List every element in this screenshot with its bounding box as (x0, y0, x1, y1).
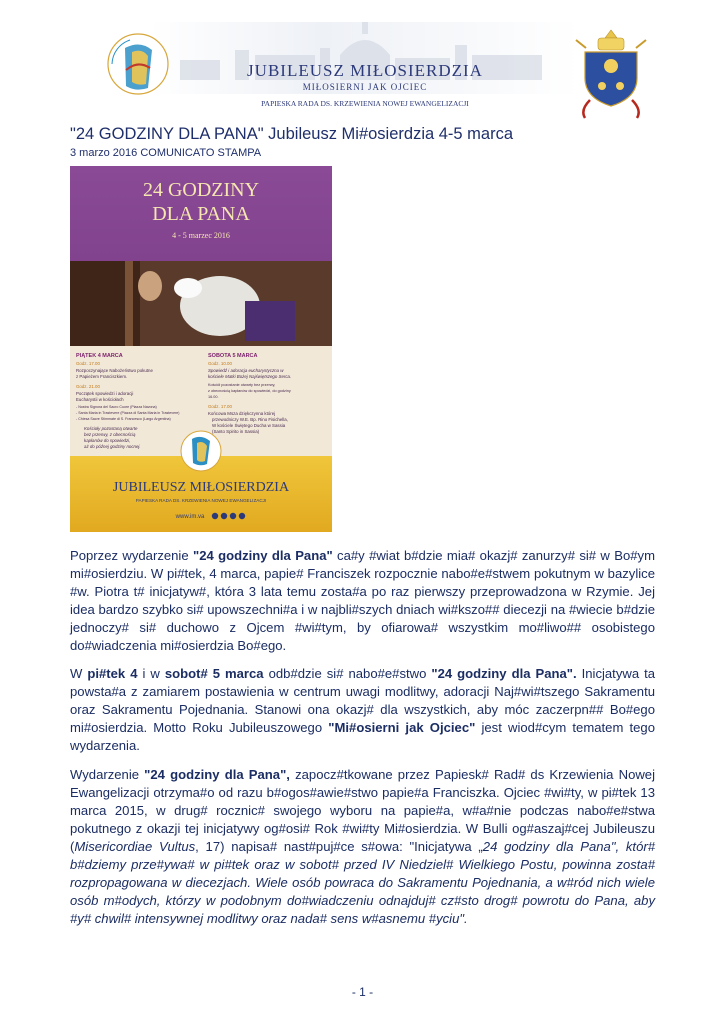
p2-text-a: W (70, 666, 88, 681)
poster-right-line-3: Spowiedź i adoracja eucharystyczna w (208, 368, 284, 373)
banner-title: JUBILEUSZ MIŁOSIERDZIA (247, 61, 483, 80)
paragraph-1 (70, 547, 655, 655)
p3-text-a: Wydarzenie (70, 767, 145, 782)
header-banner (0, 0, 725, 125)
p3-text-d: , 17) napisa# nast#puj#ce s#owa: "Inicjatywa „ (195, 839, 483, 854)
paragraph-3 (70, 766, 655, 928)
poster-left-line-12: bez przerwy, z obecnością (84, 432, 136, 437)
poster-jubilee-logo (181, 431, 221, 471)
poster-right-line-12: (Santo Spirito in Sassia) (212, 429, 260, 434)
p2-bold-friday: pi#tek 4 (87, 666, 138, 681)
poster-left-line-3: Rozpoczynające Nabożeństwo pokutne (76, 368, 153, 373)
poster-left-line-5: Godz. 21.00 (76, 384, 100, 389)
date-line: 3 marzo 2016 COMUNICATO STAMPA (70, 147, 262, 159)
event-poster (70, 166, 332, 532)
page-number: - 1 - (351, 985, 374, 999)
poster-left-line-4: z Papieżem Franciszkiem. (76, 374, 128, 379)
poster-footer-url: www.im.va (175, 514, 205, 520)
poster-left-line-6: Początek spowiedzi i adoracji (76, 391, 134, 396)
poster-left-line-2: Godz. 17.00 (76, 361, 100, 366)
poster-left-line-13: kapłanów do spowiedzi, (84, 438, 131, 443)
poster-left-line-1: PIĄTEK 4 MARCA (76, 353, 123, 359)
banner-subtitle: MIŁOSIERNI JAK OJCIEC (302, 82, 428, 92)
p1-text-a: Poprzez wydarzenie (70, 548, 193, 563)
poster-footer-sub: PAPIESKA RADA DS. KRZEWIENIA NOWEJ EWANGELIZACJI (135, 498, 267, 503)
page-title: "24 GODZINY DLA PANA" Jubileusz Mi#osierdzia 4-5 marca (70, 125, 514, 143)
p2-text-d: odb#dzie si# nabo#e#stwo (263, 666, 432, 681)
poster-footer-title: JUBILEUSZ MIŁOSIERDZIA (112, 480, 290, 495)
p1-bold-event: "24 godziny dla Pana" (192, 548, 333, 563)
poster-right-line-2: Godz. 10.00 (208, 361, 232, 366)
poster-left-line-11: Kościoły pozostaną otwarte (84, 426, 138, 431)
papal-coat-of-arms-icon (576, 30, 646, 118)
p2-bold-saturday: sobot# 5 marca (164, 666, 264, 681)
pope-photo (70, 261, 332, 351)
p3-italic-bull: Misericordiae Vultus (74, 839, 196, 854)
poster-left-line-10: - Chiesa Sacre Stimmate di S. Francesco (Largo Argentina) (76, 417, 171, 421)
p2-text-e: Inicjatywa ta powsta#a z zamiarem postawienia w centrum uwagi modlitwy, adoracji Naj#wi#tszego Sakramentu oraz Sakramentu Pojednania. Stanowi ona okazj# dla wszystkich, aby móc zaczerpn## Bo#ego mi#osierdzia. Motto Roku Jubileuszowego (70, 666, 656, 735)
jubilee-logo (108, 34, 168, 94)
poster-right-line-6: z obecnością kapłanów do spowiedzi, do godziny (208, 389, 291, 393)
p3-bold-event: "24 godziny dla Pana", (144, 767, 290, 782)
poster-left-line-8: - Nostra Signora del Sacro Cuore (Piazza Navona) (76, 405, 157, 409)
p2-text-c: i w (137, 666, 165, 681)
poster-right-line-4: kościele Matki Bożej Najświętszego Serca. (208, 374, 292, 379)
poster-title-line2: DLA PANA (152, 203, 250, 225)
p2-bold-event: "24 godziny dla Pana". (431, 666, 577, 681)
p1-text-c: ca#y #wiat b#dzie mia# okazj# zanurzy# si# w Bo#ym mi#osierdziu. W pi#tek, 4 marca, papie# Franciszek rozpocznie nabo#e#stwem pokutnym w bazylice #w. Piotra t# inicjatyw#, która 3 lata temu zosta#a po raz pierwszy przeprowadzona w Rzymie. Jej idea bardzo szybko si# upowszechni#a i w najbli#szych dniach wi#kszo## diecezji na #wiecie b#dzie jednoczy# si# duchowo z Ojcem #wi#tym, by ofiarowa# wszystkim mo#liwo## osobistego do#wiadczenia mi#osierdzia Bo#ego. (70, 548, 655, 653)
p3-text-c: zapocz#tkowane przez Papiesk# Rad# ds Krzewienia Nowej Ewangelizacji otrzyma#o od razu b#ogos#awie#stwo papie#a Franciszka. Ojciec #wi#ty, w pi#tek 13 marca 2015, w drug# rocznic# swojego wyboru na papie#a, w#a#nie podczas nabo#e#stwa pokutnego z okazji tej inicjatywy og#osi# Rok #wi#ty Mi#osierdzia. W Bulli og#aszaj#cej Jubileuszu ( (70, 767, 655, 854)
poster-right-line-5: Kościół pozostanie otwarty bez przerwy, (208, 383, 276, 387)
poster-right-line-1: SOBOTA 5 MARCA (208, 353, 258, 359)
poster-title-line1: 24 GODZINY (142, 179, 260, 201)
poster-date: 4 - 5 marzec 2016 (172, 231, 230, 240)
poster-left-line-14: aż do późnej godziny nocnej. (84, 444, 141, 449)
poster-right-line-8: Godz. 17.00 (208, 404, 232, 409)
poster-left-line-7: Eucharystii w kościołach (76, 397, 124, 402)
poster-right-line-7: 16.00. (208, 395, 219, 399)
p2-bold-motto: "Mi#osierni jak Ojciec" (328, 720, 476, 735)
paragraph-2 (70, 665, 655, 755)
p3-italic-quote: 24 godziny dla Pana", któr# b#dziemy prze#ywa# w pi#tek oraz w sobot# przed IV Niedziel# Wielkiego Postu, powinna zosta# rozpropagowana w diecezjach. Wiele osób powraca do Sakramentu Pojednania, a w#ród nich wiele osób m#odych, którzy w podobnym do#wiadczeniu odnajduj# cz#sto drog# powrotu do Pana, aby #y# chwil# intensywnej modlitwy oraz nada# sens w#asnemu #yciu". (70, 839, 655, 926)
p2-text-f: jest wiod#cym tematem tego wydarzenia. (70, 720, 656, 753)
poster-left-line-9: - Santa Maria in Trastevere (Piazza di Santa Maria in Trastevere) (76, 411, 180, 415)
poster-right-line-9: Końcowa Msza dziękczynna której (208, 411, 276, 416)
poster-right-line-11: W kościele Świętego Ducha w Sassia (212, 423, 286, 428)
poster-right-line-10: przewodniczy W.E. Bp. Rino Fisichella, (212, 417, 288, 422)
council-name: PAPIESKA RADA DS. KRZEWIENIA NOWEJ EWANGELIZACJI (261, 99, 469, 108)
